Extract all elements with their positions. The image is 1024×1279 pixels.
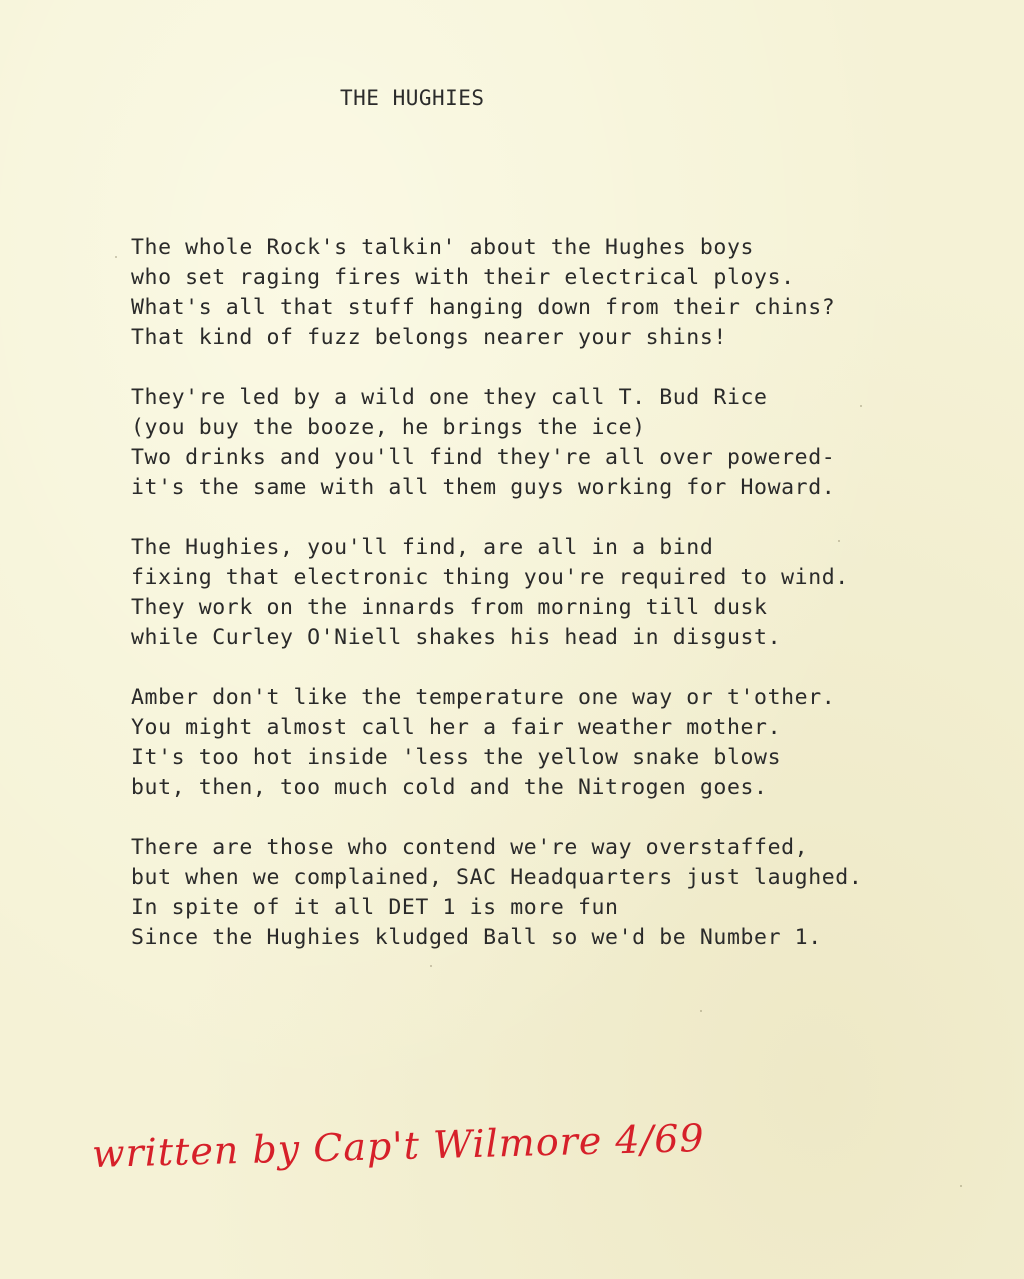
poem-line: who set raging fires with their electrical ploys. [131, 265, 795, 290]
poem-body [131, 233, 862, 983]
paper-speck [838, 540, 840, 542]
poem-line: That kind of fuzz belongs nearer your shins! [131, 325, 727, 350]
poem-line: In spite of it all DET 1 is more fun [131, 895, 619, 920]
stanza-5 [131, 833, 862, 953]
stanza-3 [131, 533, 862, 653]
poem-line: it's the same with all them guys working for Howard. [131, 475, 836, 500]
poem-line: Since the Hughies kludged Ball so we'd be Number 1. [131, 925, 822, 950]
paper-speck [430, 965, 432, 967]
poem-line: The whole Rock's talkin' about the Hughes boys [131, 235, 755, 260]
poem-title: THE HUGHIES [340, 86, 485, 110]
paper-speck [700, 1010, 702, 1012]
poem-line: They're led by a wild one they call T. Bud Rice [131, 385, 768, 410]
poem-line: There are those who contend we're way overstaffed, [131, 835, 809, 860]
poem-line: It's too hot inside 'less the yellow snake blows [131, 745, 782, 770]
poem-line: They work on the innards from morning till dusk [131, 595, 768, 620]
poem-line: The Hughies, you'll find, are all in a bind [131, 535, 714, 560]
stanza-2 [131, 383, 862, 503]
poem-line: Two drinks and you'll find they're all over powered- [131, 445, 836, 470]
paper-speck [860, 405, 862, 407]
poem-line: What's all that stuff hanging down from their chins? [131, 295, 836, 320]
paper-speck [960, 1185, 962, 1187]
poem-line: (you buy the booze, he brings the ice) [131, 415, 646, 440]
poem-line: but, then, too much cold and the Nitrogen goes. [131, 775, 768, 800]
stanza-4 [131, 683, 862, 803]
poem-line: Amber don't like the temperature one way or t'other. [131, 685, 836, 710]
handwritten-signature: written by Cap't Wilmore 4/69 [91, 1115, 706, 1176]
poem-line: You might almost call her a fair weather mother. [131, 715, 782, 740]
poem-line: fixing that electronic thing you're required to wind. [131, 565, 849, 590]
paper-speck [115, 256, 117, 258]
poem-line: but when we complained, SAC Headquarters just laughed. [131, 865, 863, 890]
stanza-1 [131, 233, 862, 353]
poem-line: while Curley O'Niell shakes his head in disgust. [131, 625, 782, 650]
